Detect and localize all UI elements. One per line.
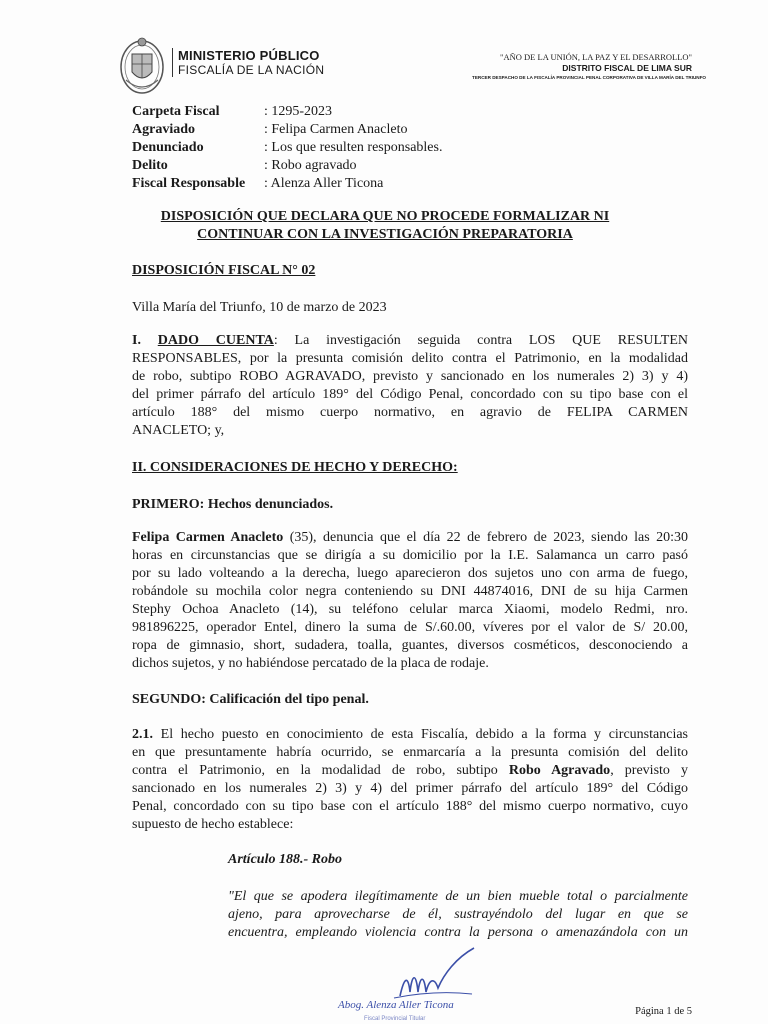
title-line-2: CONTINUAR CON LA INVESTIGACIÓN PREPARATORIA bbox=[197, 227, 573, 242]
text-span: : La investigación seguida contra LOS QUE RESULTEN bbox=[273, 333, 688, 348]
text-line: artículo 188° del mismo cuerpo normativo, en agravio de FELIPA CARMEN bbox=[132, 405, 688, 420]
text-line bbox=[132, 332, 688, 350]
text-span: El hecho puesto en conocimiento de esta Fiscalía, debido a la forma y circunstancias bbox=[153, 727, 688, 742]
primero-heading: PRIMERO: Hechos denunciados. bbox=[132, 497, 334, 512]
district-name: DISTRITO FISCAL DE LIMA SUR bbox=[562, 63, 692, 73]
meta-value: : Alenza Aller Ticona bbox=[264, 176, 384, 191]
district-header bbox=[472, 52, 706, 82]
section-2-heading: II. CONSIDERACIONES DE HECHO Y DERECHO: bbox=[132, 460, 458, 475]
title-line-1: DISPOSICIÓN QUE DECLARA QUE NO PROCEDE FORMALIZAR NI bbox=[160, 209, 610, 224]
text-line: ANACLETO; y, bbox=[132, 423, 225, 438]
text-span: (35), denuncia que el día 22 de febrero de 2023, siendo las 20:30 bbox=[283, 530, 689, 545]
segundo-heading: SEGUNDO: Calificación del tipo penal. bbox=[132, 692, 369, 707]
text-line: Penal, concordado con su tipo base con el artículo 188° del mismo cuerpo normativo, cuyo bbox=[132, 799, 688, 814]
text-line: robándole su mochila color negra conteniendo su DNI 44874016, DNI de su hija Carmen bbox=[132, 584, 688, 599]
meta-value: : 1295-2023 bbox=[264, 104, 333, 119]
text-line: en que presuntamente habría ocurrido, se enmarcaría a la presunta comisión del delito bbox=[132, 745, 688, 760]
prosecutor-signature-stamp bbox=[334, 944, 494, 1024]
page-number: Página 1 de 5 bbox=[635, 1006, 692, 1017]
complainant-name: Felipa Carmen Anacleto bbox=[132, 530, 284, 545]
meta-row-delito bbox=[132, 157, 442, 175]
meta-label: Carpeta Fiscal bbox=[132, 104, 220, 119]
text-line: sancionado en los numerales 2) 3) y 4) del primer párrafo del artículo 189° del Código bbox=[132, 781, 688, 796]
svg-text:Abog. Alenza Aller Ticona: Abog. Alenza Aller Ticona bbox=[338, 999, 454, 1011]
signature-underline bbox=[394, 993, 472, 998]
org-subtitle: FISCALÍA DE LA NACIÓN bbox=[178, 63, 325, 77]
meta-label: Denunciado bbox=[132, 140, 204, 155]
place-date: Villa María del Triunfo, 10 de marzo de 2023 bbox=[132, 300, 387, 315]
crime-name: Robo Agravado bbox=[508, 763, 611, 778]
text-line: del primer párrafo del artículo 189° del Código Penal, concordado con su tipo base con el bbox=[132, 387, 688, 402]
text-line: supuesto de hecho establece: bbox=[132, 817, 294, 832]
text-line: ropa de gimnasio, short, sudadera, toalla, guantes, diversos cosméticos, desconociendo a bbox=[132, 638, 688, 653]
disposition-number: DISPOSICIÓN FISCAL N° 02 bbox=[132, 263, 316, 278]
org-name: MINISTERIO PÚBLICO bbox=[178, 48, 320, 63]
paragraph-number: 2.1. bbox=[132, 727, 153, 742]
section-number: I. bbox=[132, 333, 158, 348]
meta-value: : Robo agravado bbox=[264, 158, 357, 173]
text-line: horas en circunstancias que se dirigía a su domicilio por la I.E. Salamanca un carro pasó bbox=[132, 548, 688, 563]
text-line: "El que se apodera ilegítimamente de un bien mueble total o parcialmente bbox=[228, 889, 688, 904]
text-line bbox=[132, 762, 688, 780]
coat-of-arms-seal-icon bbox=[118, 34, 166, 96]
text-line: Stephy Ochoa Anacleto (14), su teléfono celular marca Xiaomi, modelo Redmi, nro. bbox=[132, 602, 688, 617]
section-heading: DADO CUENTA bbox=[157, 333, 274, 348]
text-line: ajeno, para aprovecharse de él, sustrayéndolo del lugar en que se bbox=[228, 907, 688, 922]
meta-row-fiscal bbox=[132, 175, 442, 193]
facts-paragraph bbox=[132, 529, 688, 673]
text-line: encuentra, empleando violencia contra la persona o amenazándola con un bbox=[228, 925, 688, 940]
article-quote bbox=[228, 888, 688, 942]
letterhead bbox=[0, 0, 768, 100]
text-span: , previsto y bbox=[610, 763, 689, 778]
text-line: de robo, subtipo ROBO AGRAVADO, previsto y sancionado en los numerales 2) 3) y 4) bbox=[132, 369, 688, 384]
meta-row-agraviado bbox=[132, 121, 442, 139]
text-line: 981896225, operador Entel, dinero la suma de S/.60.00, víveres por el valor de S/ 20.00, bbox=[132, 620, 688, 635]
signature-scribble bbox=[400, 948, 474, 996]
meta-value: : Felipa Carmen Anacleto bbox=[264, 122, 408, 137]
article-title: Artículo 188.- Robo bbox=[228, 852, 342, 867]
case-metadata bbox=[132, 103, 442, 193]
year-motto: "AÑO DE LA UNIÓN, LA PAZ Y EL DESARROLLO" bbox=[500, 52, 692, 62]
text-line: dichos sujetos, y no habiéndose percatado de la placa de rodaje. bbox=[132, 656, 489, 671]
text-line bbox=[132, 726, 688, 744]
document-title bbox=[132, 208, 638, 244]
office-name: TERCER DESPACHO DE LA FISCALÍA PROVINCIAL PENAL CORPORATIVA DE VILLA MARÍA DEL TRIUNFO bbox=[472, 75, 706, 80]
text-line: por su lado volteando a la derecha, luego aparecieron dos sujetos uno con arma de fuego, bbox=[132, 566, 688, 581]
meta-label: Fiscal Responsable bbox=[132, 176, 246, 191]
institution-name bbox=[172, 48, 324, 77]
meta-row-denunciado bbox=[132, 139, 442, 157]
meta-row-carpeta bbox=[132, 103, 442, 121]
text-line bbox=[132, 529, 688, 547]
meta-label: Agraviado bbox=[132, 122, 195, 137]
text-line: RESPONSABLES, por la presunta comisión delito contra el Patrimonio, en la modalidad bbox=[132, 351, 688, 366]
svg-text:Fiscal Provincial Titular: Fiscal Provincial Titular bbox=[364, 1016, 426, 1022]
text-span: contra el Patrimonio, en la modalidad de robo, subtipo bbox=[132, 763, 509, 778]
meta-label: Delito bbox=[132, 158, 168, 173]
qualification-paragraph bbox=[132, 726, 688, 834]
section-dado-cuenta bbox=[132, 332, 688, 440]
meta-value: : Los que resulten responsables. bbox=[264, 140, 443, 155]
